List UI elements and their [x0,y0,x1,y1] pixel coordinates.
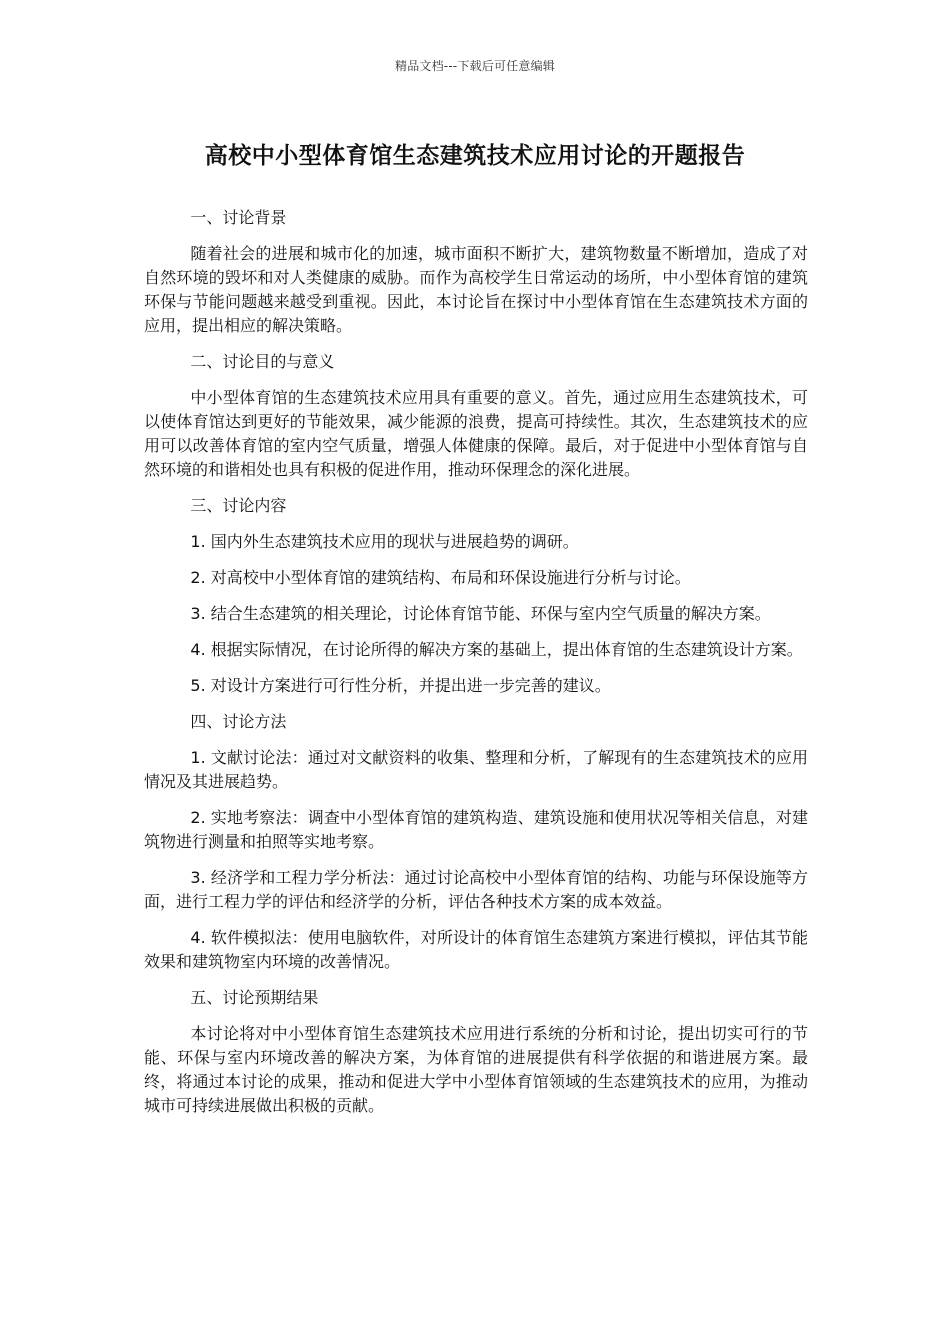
paragraph: 本讨论将对中小型体育馆生态建筑技术应用进行系统的分析和讨论，提出切实可行的节能、环保与室内环境改善的解决方案，为体育馆的进展提供有科学依据的和谐进展方案。最终，将通过本讨论的成果，推动和促进大学中小型体育馆领域的生态建筑技术的应用，为推动城市可持续进展做出积极的贡献。 [144,1024,808,1115]
section-purpose [144,350,808,482]
section-heading: 五、讨论预期结果 [190,988,319,1007]
list-item: 3. 结合生态建筑的相关理论，讨论体育馆节能、环保与室内空气质量的解决方案。 [190,604,771,623]
list-item: 4. 根据实际情况，在讨论所得的解决方案的基础上，提出体育馆的生态建筑设计方案。 [190,640,803,659]
section-heading: 四、讨论方法 [190,712,287,731]
list-item: 1. 文献讨论法：通过对文献资料的收集、整理和分析，了解现有的生态建筑技术的应用情况及其进展趋势。 [144,748,808,791]
document-body [144,206,808,1130]
header-note: 精品文档---下载后可任意编辑 [395,59,555,73]
list-item: 2. 对高校中小型体育馆的建筑结构、布局和环保设施进行分析与讨论。 [190,568,691,587]
section-heading: 一、讨论背景 [190,208,287,227]
paragraph: 中小型体育馆的生态建筑技术应用具有重要的意义。首先，通过应用生态建筑技术，可以使体育馆达到更好的节能效果，减少能源的浪费，提高可持续性。其次，生态建筑技术的应用可以改善体育馆的室内空气质量，增强人体健康的保障。最后，对于促进中小型体育馆与自然环境的和谐相处也具有积极的促进作用，推动环保理念的深化进展。 [144,388,808,479]
section-background [144,206,808,338]
paragraph: 随着社会的进展和城市化的加速，城市面积不断扩大，建筑物数量不断增加，造成了对自然环境的毁坏和对人类健康的威胁。而作为高校学生日常运动的场所，中小型体育馆的建筑环保与节能问题越来越受到重视。因此，本讨论旨在探讨中小型体育馆在生态建筑技术方面的应用，提出相应的解决策略。 [144,244,808,335]
section-methods [144,710,808,974]
section-content [144,494,808,698]
list-item: 4. 软件模拟法：使用电脑软件，对所设计的体育馆生态建筑方案进行模拟，评估其节能效果和建筑物室内环境的改善情况。 [144,928,808,971]
list-item: 3. 经济学和工程力学分析法：通过讨论高校中小型体育馆的结构、功能与环保设施等方面，进行工程力学的评估和经济学的分析，评估各种技术方案的成本效益。 [144,868,808,911]
section-heading: 三、讨论内容 [190,496,287,515]
list-item: 5. 对设计方案进行可行性分析，并提出进一步完善的建议。 [190,676,611,695]
section-heading: 二、讨论目的与意义 [190,352,335,371]
section-expected-results [144,986,808,1118]
list-item: 2. 实地考察法：调查中小型体育馆的建筑构造、建筑设施和使用状况等相关信息，对建筑物进行测量和拍照等实地考察。 [144,808,808,851]
document-title: 高校中小型体育馆生态建筑技术应用讨论的开题报告 [204,143,746,169]
list-item: 1. 国内外生态建筑技术应用的现状与进展趋势的调研。 [190,532,579,551]
